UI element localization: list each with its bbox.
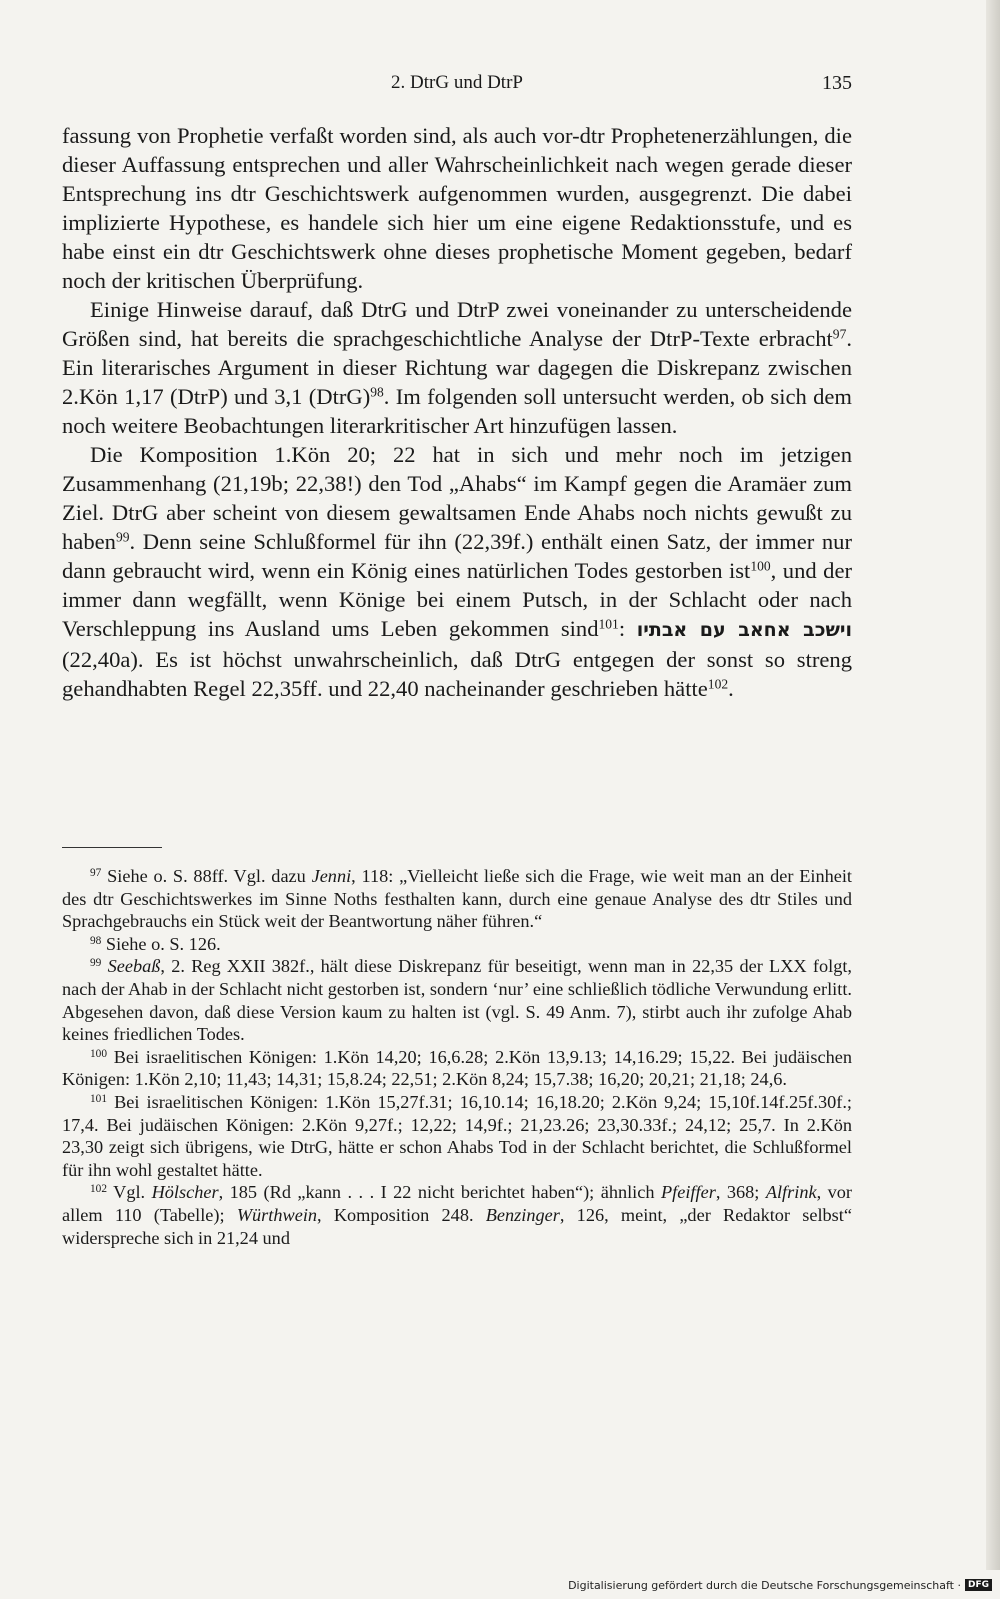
main-text [62, 121, 852, 703]
footnote-99: $^{99}$ Seebaß, 2. Reg XXII 382f., hält diese Diskrepanz für beseitigt, wenn man in 22,35 der LXX folgt, nach der Ahab in der Schlacht nicht gestorben ist, sondern ‘nur’ eine schließlich tödliche Verwundung erlitt. Abgesehen davon, daß diese Version kaum zu halten ist (vgl. S. 49 Anm. 7), stirbt auch ihr zufolge Ahab keines friedlichen Todes. [62, 956, 852, 1045]
footnote-ref-102[interactable]: 102 [707, 676, 729, 692]
dfg-logo-icon: DFG [965, 1579, 992, 1591]
footnote-divider [62, 847, 162, 848]
footnote-102: $^{102}$ Vgl. Hölscher, 185 (Rd „kann . . . I 22 nicht berichtet haben“); ähnlich Pfeiffer, 368; Alfrink, vor allem 110 (Tabelle); Würthwein, Komposition 248. Benzinger, 126, meint, „der Redaktor selbst“ widerspreche sich in 21,24 und [62, 1182, 852, 1248]
footnote-ref-99[interactable]: 99 [115, 529, 130, 545]
paragraph-2: Einige Hinweise darauf, daß DtrG und DtrP zwei voneinander zu unterscheidende Größen sind, hat bereits die sprachgeschichtliche Analyse der DtrP-Texte erbracht$^{97}$. Ein literarisches Argument in dieser Richtung war dagegen die Diskrepanz zwischen 2.Kön 1,17 (DtrP) und 3,1 (DtrG)$^{98}$. Im folgenden soll untersucht werden, ob sich dem noch weitere Beobachtungen literarkritischer Art hinzufügen lassen. [62, 297, 853, 438]
footer-credit: Digitalisierung gefördert durch die Deutsche Forschungsgemeinschaft · [568, 1578, 961, 1592]
footnote-ref-101[interactable]: 101 [598, 616, 619, 632]
footnote-ref-97[interactable]: 97 [832, 326, 847, 342]
paragraph-3: Die Komposition 1.Kön 20; 22 hat in sich und mehr noch im jetzigen Zusammenhang (21,19b; 22,38!) den Tod „Ahabs“ im Kampf gegen die Aramäer zum Ziel. DtrG aber scheint von diesem gewaltsamen Ende Ahabs noch nichts gewußt zu haben$^{99}$. Denn seine Schlußformel für ihn (22,39f.) enthält einen Satz, der immer nur dann gebraucht wird, wenn ein König eines natürlichen Todes gestorben ist$^{100}$, und der immer dann wegfällt, wenn Könige bei einem Putsch, in der Schlacht oder nach Verschleppung ins Ausland ums Leben gekommen sind$^{101}$: וישכב אחאב עם אבתיו (22,40a). Es ist höchst unwahrscheinlich, daß DtrG entgegen der sonst so streng gehandhabten Regel 22,35ff. und 22,40 nacheinander geschrieben hätte$^{102}$. [62, 442, 853, 701]
page-number: 135 [822, 72, 852, 94]
page-edge-shadow [986, 0, 1000, 1570]
paragraph-1: fassung von Prophetie verfaßt worden sind, als auch vor-dtr Prophetenerzählungen, die dieser Auffassung entsprechen und aller Wahrscheinlichkeit nach wegen gerade dieser Entsprechung ins dtr Geschichtswerk aufgenommen wurden, ausgegrenzt. Die dabei implizierte Hypothese, es handele sich hier um eine eigene Redaktionsstufe, und es habe einst ein dtr Geschichtswerk ohne dieses prophetische Moment gegeben, bedarf noch der kritischen Überprüfung. [62, 123, 852, 293]
footnote-ref-98[interactable]: 98 [370, 384, 384, 400]
running-title: 2. DtrG und DtrP [391, 72, 523, 93]
running-header [62, 72, 852, 102]
digitization-footer [568, 1577, 992, 1593]
footnote-100: $^{100}$ Bei israelitischen Königen: 1.Kön 14,20; 16,6.28; 2.Kön 13,9.13; 14,16.29; 15,22. Bei judäischen Königen: 1.Kön 2,10; 11,43; 14,31; 15,8.24; 22,51; 2.Kön 8,24; 15,7.38; 16,20; 20,21; 21,18; 24,6. [62, 1046, 852, 1090]
footnotes [62, 865, 852, 1249]
footnote-98: $^{98}$ Siehe o. S. 126. [90, 933, 221, 954]
footnote-ref-100[interactable]: 100 [750, 558, 771, 574]
hebrew-quote: וישכב אחאב עם אבתיו [636, 619, 853, 641]
footnote-101: $^{101}$ Bei israelitischen Königen: 1.Kön 15,27f.31; 16,10.14; 16,18.20; 2.Kön 9,24; 15,10f.14f.25f.30f.; 17,4. Bei judäischen Königen: 2.Kön 9,27f.; 12,22; 14,9f.; 21,23.26; 23,30.33f.; 24,12; 25,7. In 2.Kön 23,30 zeigt sich übrigens, wie DtrG, hätte er schon Ahabs Tod in der Schlacht berichtet, die Schlußformel für ihn wohl gestaltet hätte. [62, 1091, 852, 1180]
footnote-97: $^{97}$ Siehe o. S. 88ff. Vgl. dazu Jenni, 118: „Vielleicht ließe sich die Frage, wie weit man an der Einheit des dtr Geschichtswerkes im Sinne Noths festhalten kann, durch eine genaue Analyse des dtr Stiles und Sprachgebrauchs ein Stück weit der Beantwortung näher führen.“ [62, 866, 852, 932]
